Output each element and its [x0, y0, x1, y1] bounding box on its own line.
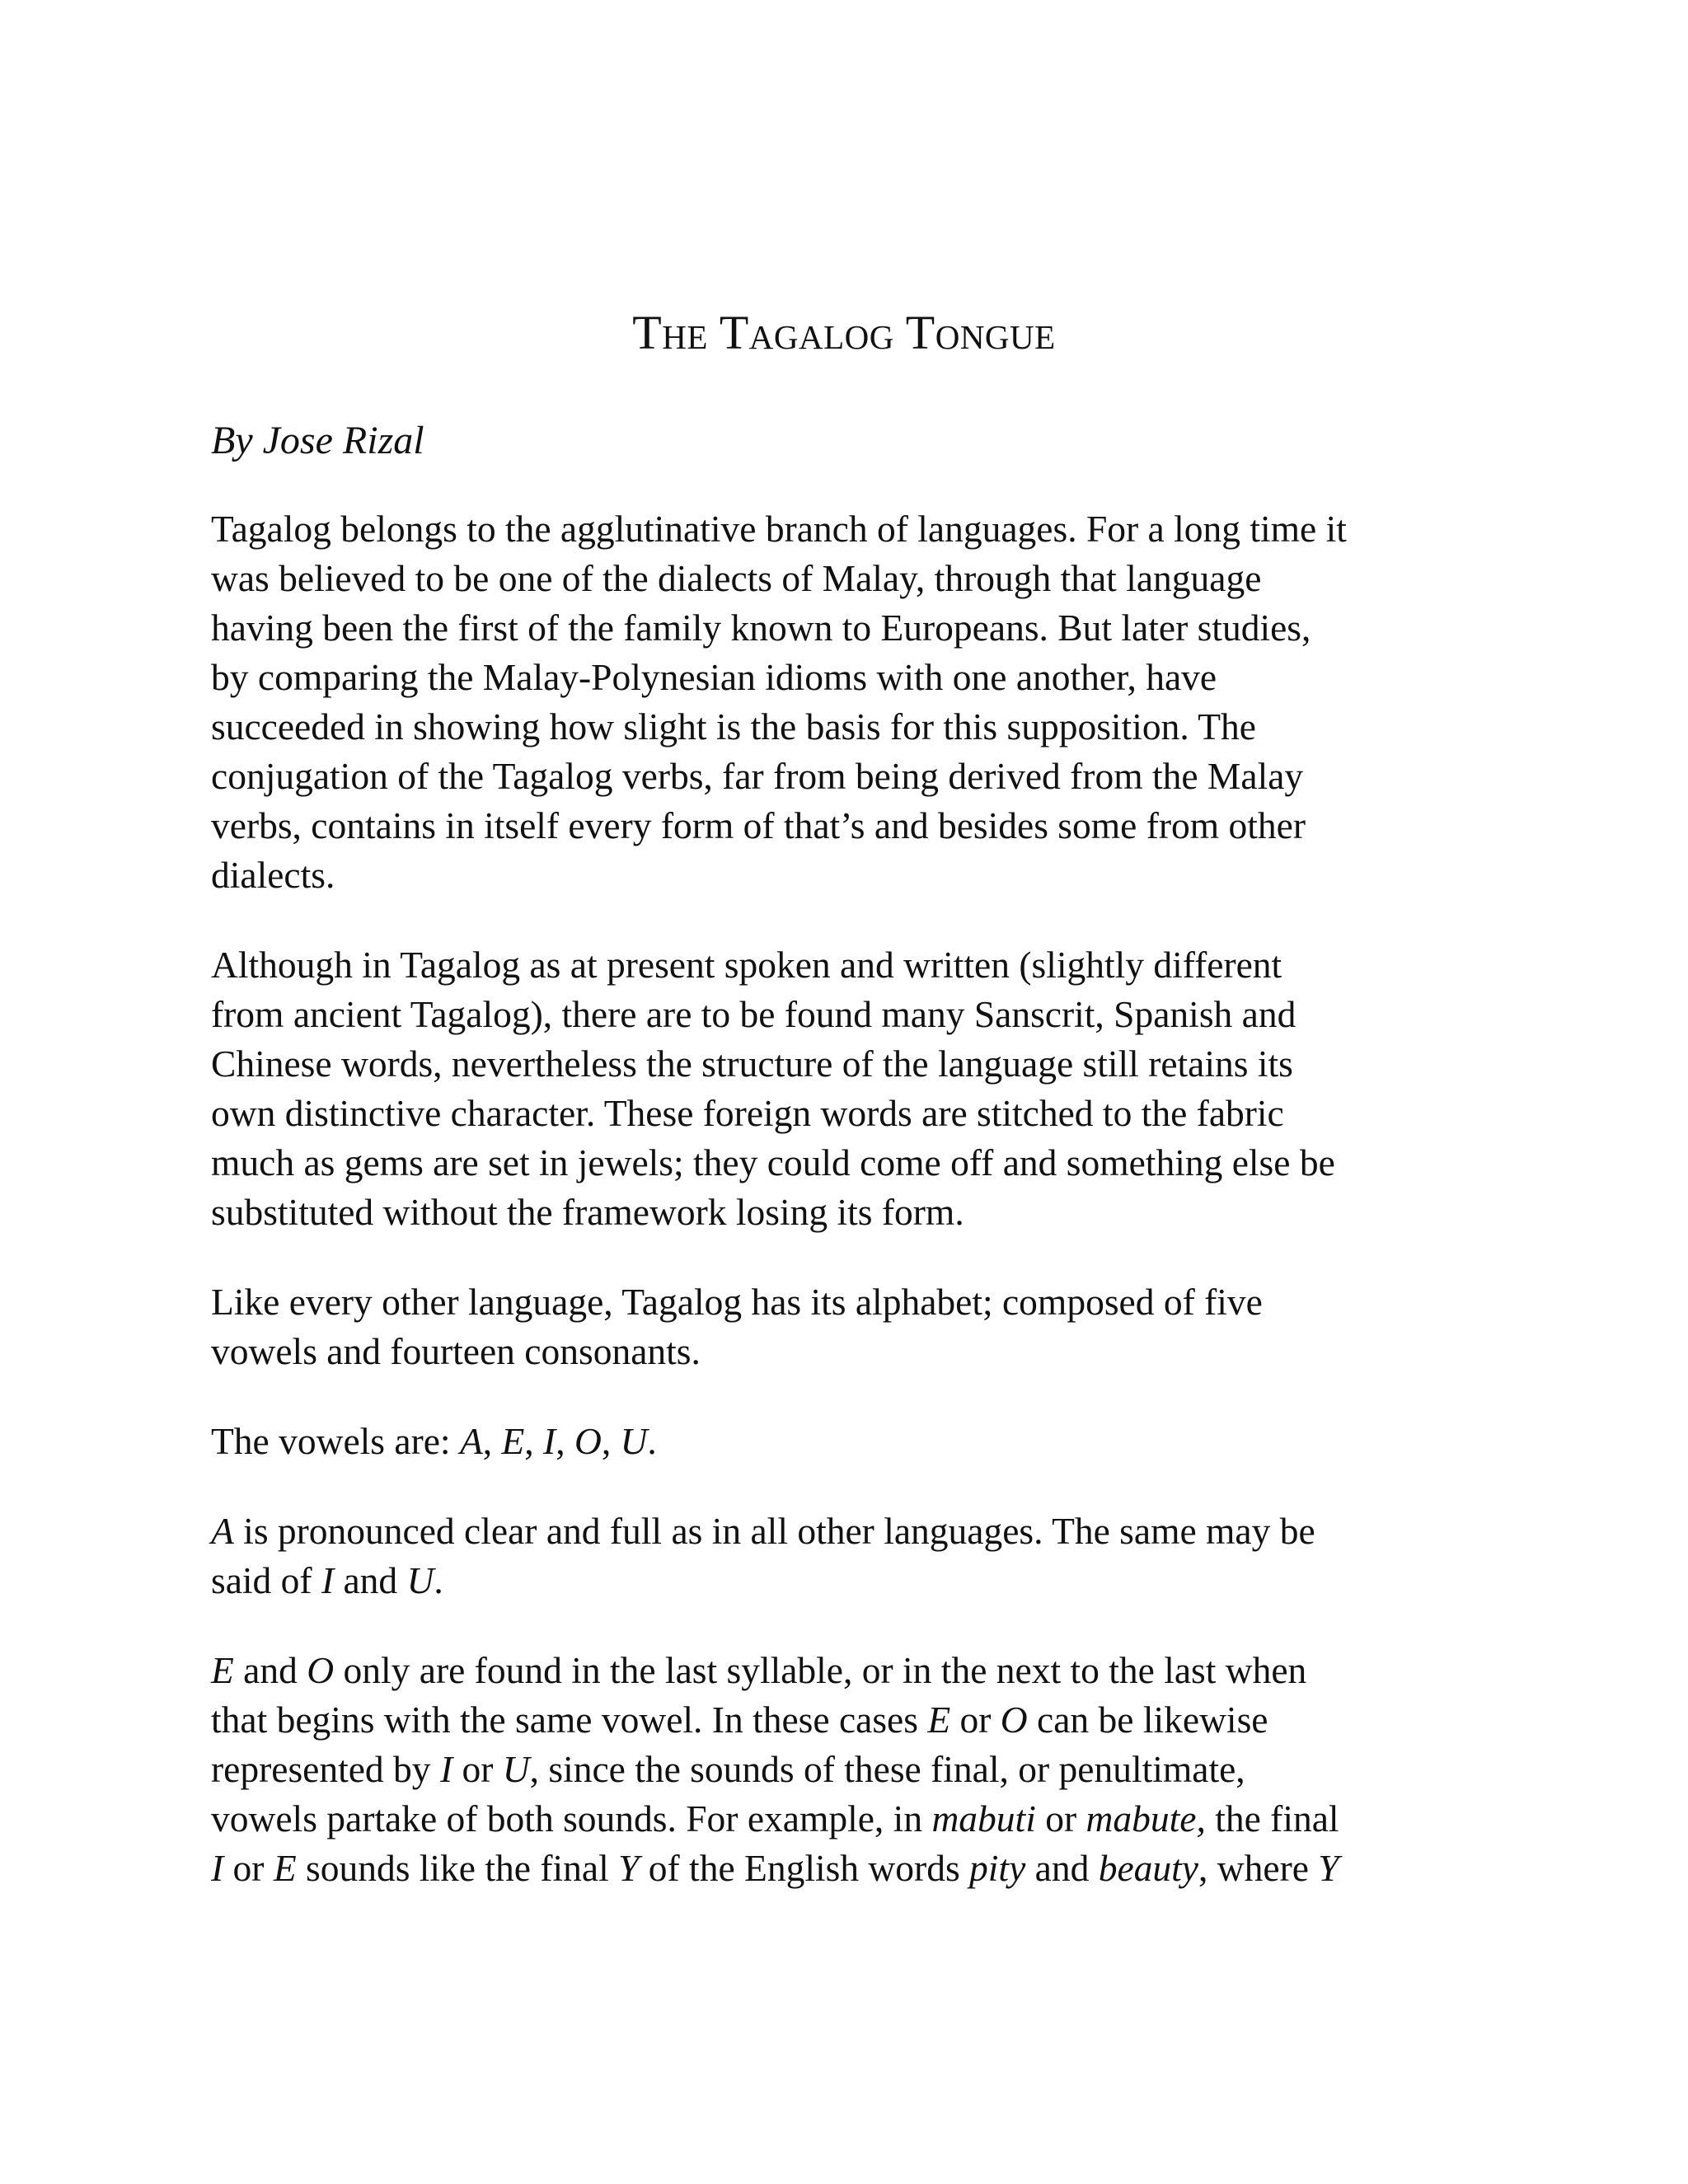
paragraph [211, 1646, 1497, 1893]
paragraph [211, 1417, 1497, 1466]
paragraph [211, 940, 1497, 1237]
text-line: E and O only are found in the last syllable, or in the next to the last when [211, 1649, 1307, 1691]
author-byline: By Jose Rizal [211, 419, 424, 462]
text-line: Although in Tagalog as at present spoken and written (slightly different [211, 944, 1282, 986]
text-line: dialects. [211, 854, 335, 896]
text-line: vowels partake of both sounds. For example, in mabuti or mabute, the final [211, 1797, 1339, 1840]
text-line: was believed to be one of the dialects of Malay, through that language [211, 557, 1262, 599]
text-line: that begins with the same vowel. In these cases E or O can be likewise [211, 1699, 1268, 1741]
body-text [211, 504, 1497, 1933]
text-line: Like every other language, Tagalog has its alphabet; composed of five [211, 1281, 1263, 1323]
text-line: from ancient Tagalog), there are to be found many Sanscrit, Spanish and [211, 993, 1296, 1035]
text-line: said of I and U. [211, 1559, 443, 1601]
text-line: verbs, contains in itself every form of that’s and besides some from other [211, 804, 1306, 846]
text-line: by comparing the Malay-Polynesian idioms with one another, have [211, 656, 1217, 698]
text-line: vowels and fourteen consonants. [211, 1330, 701, 1372]
text-line: The vowels are: A, E, I, O, U. [211, 1420, 657, 1462]
text-line: I or E sounds like the final Y of the English words pity and beauty, where Y [211, 1847, 1339, 1889]
document-title: The Tagalog Tongue [632, 306, 1056, 359]
paragraph [211, 1277, 1497, 1376]
text-line: Tagalog belongs to the agglutinative branch of languages. For a long time it [211, 508, 1347, 550]
paragraph [211, 1507, 1497, 1605]
text-line: represented by I or U, since the sounds of these final, or penultimate, [211, 1748, 1245, 1790]
text-line: having been the first of the family known to Europeans. But later studies, [211, 607, 1311, 649]
text-line: Chinese words, nevertheless the structure of the language still retains its [211, 1043, 1293, 1085]
paragraph [211, 504, 1497, 900]
text-line: much as gems are set in jewels; they could come off and something else be [211, 1141, 1335, 1183]
text-line: conjugation of the Tagalog verbs, far from being derived from the Malay [211, 755, 1304, 797]
text-line: succeeded in showing how slight is the basis for this supposition. The [211, 705, 1257, 748]
text-line: A is pronounced clear and full as in all other languages. The same may be [211, 1510, 1315, 1552]
text-line: substituted without the framework losing its form. [211, 1191, 964, 1233]
text-line: own distinctive character. These foreign words are stitched to the fabric [211, 1092, 1284, 1134]
